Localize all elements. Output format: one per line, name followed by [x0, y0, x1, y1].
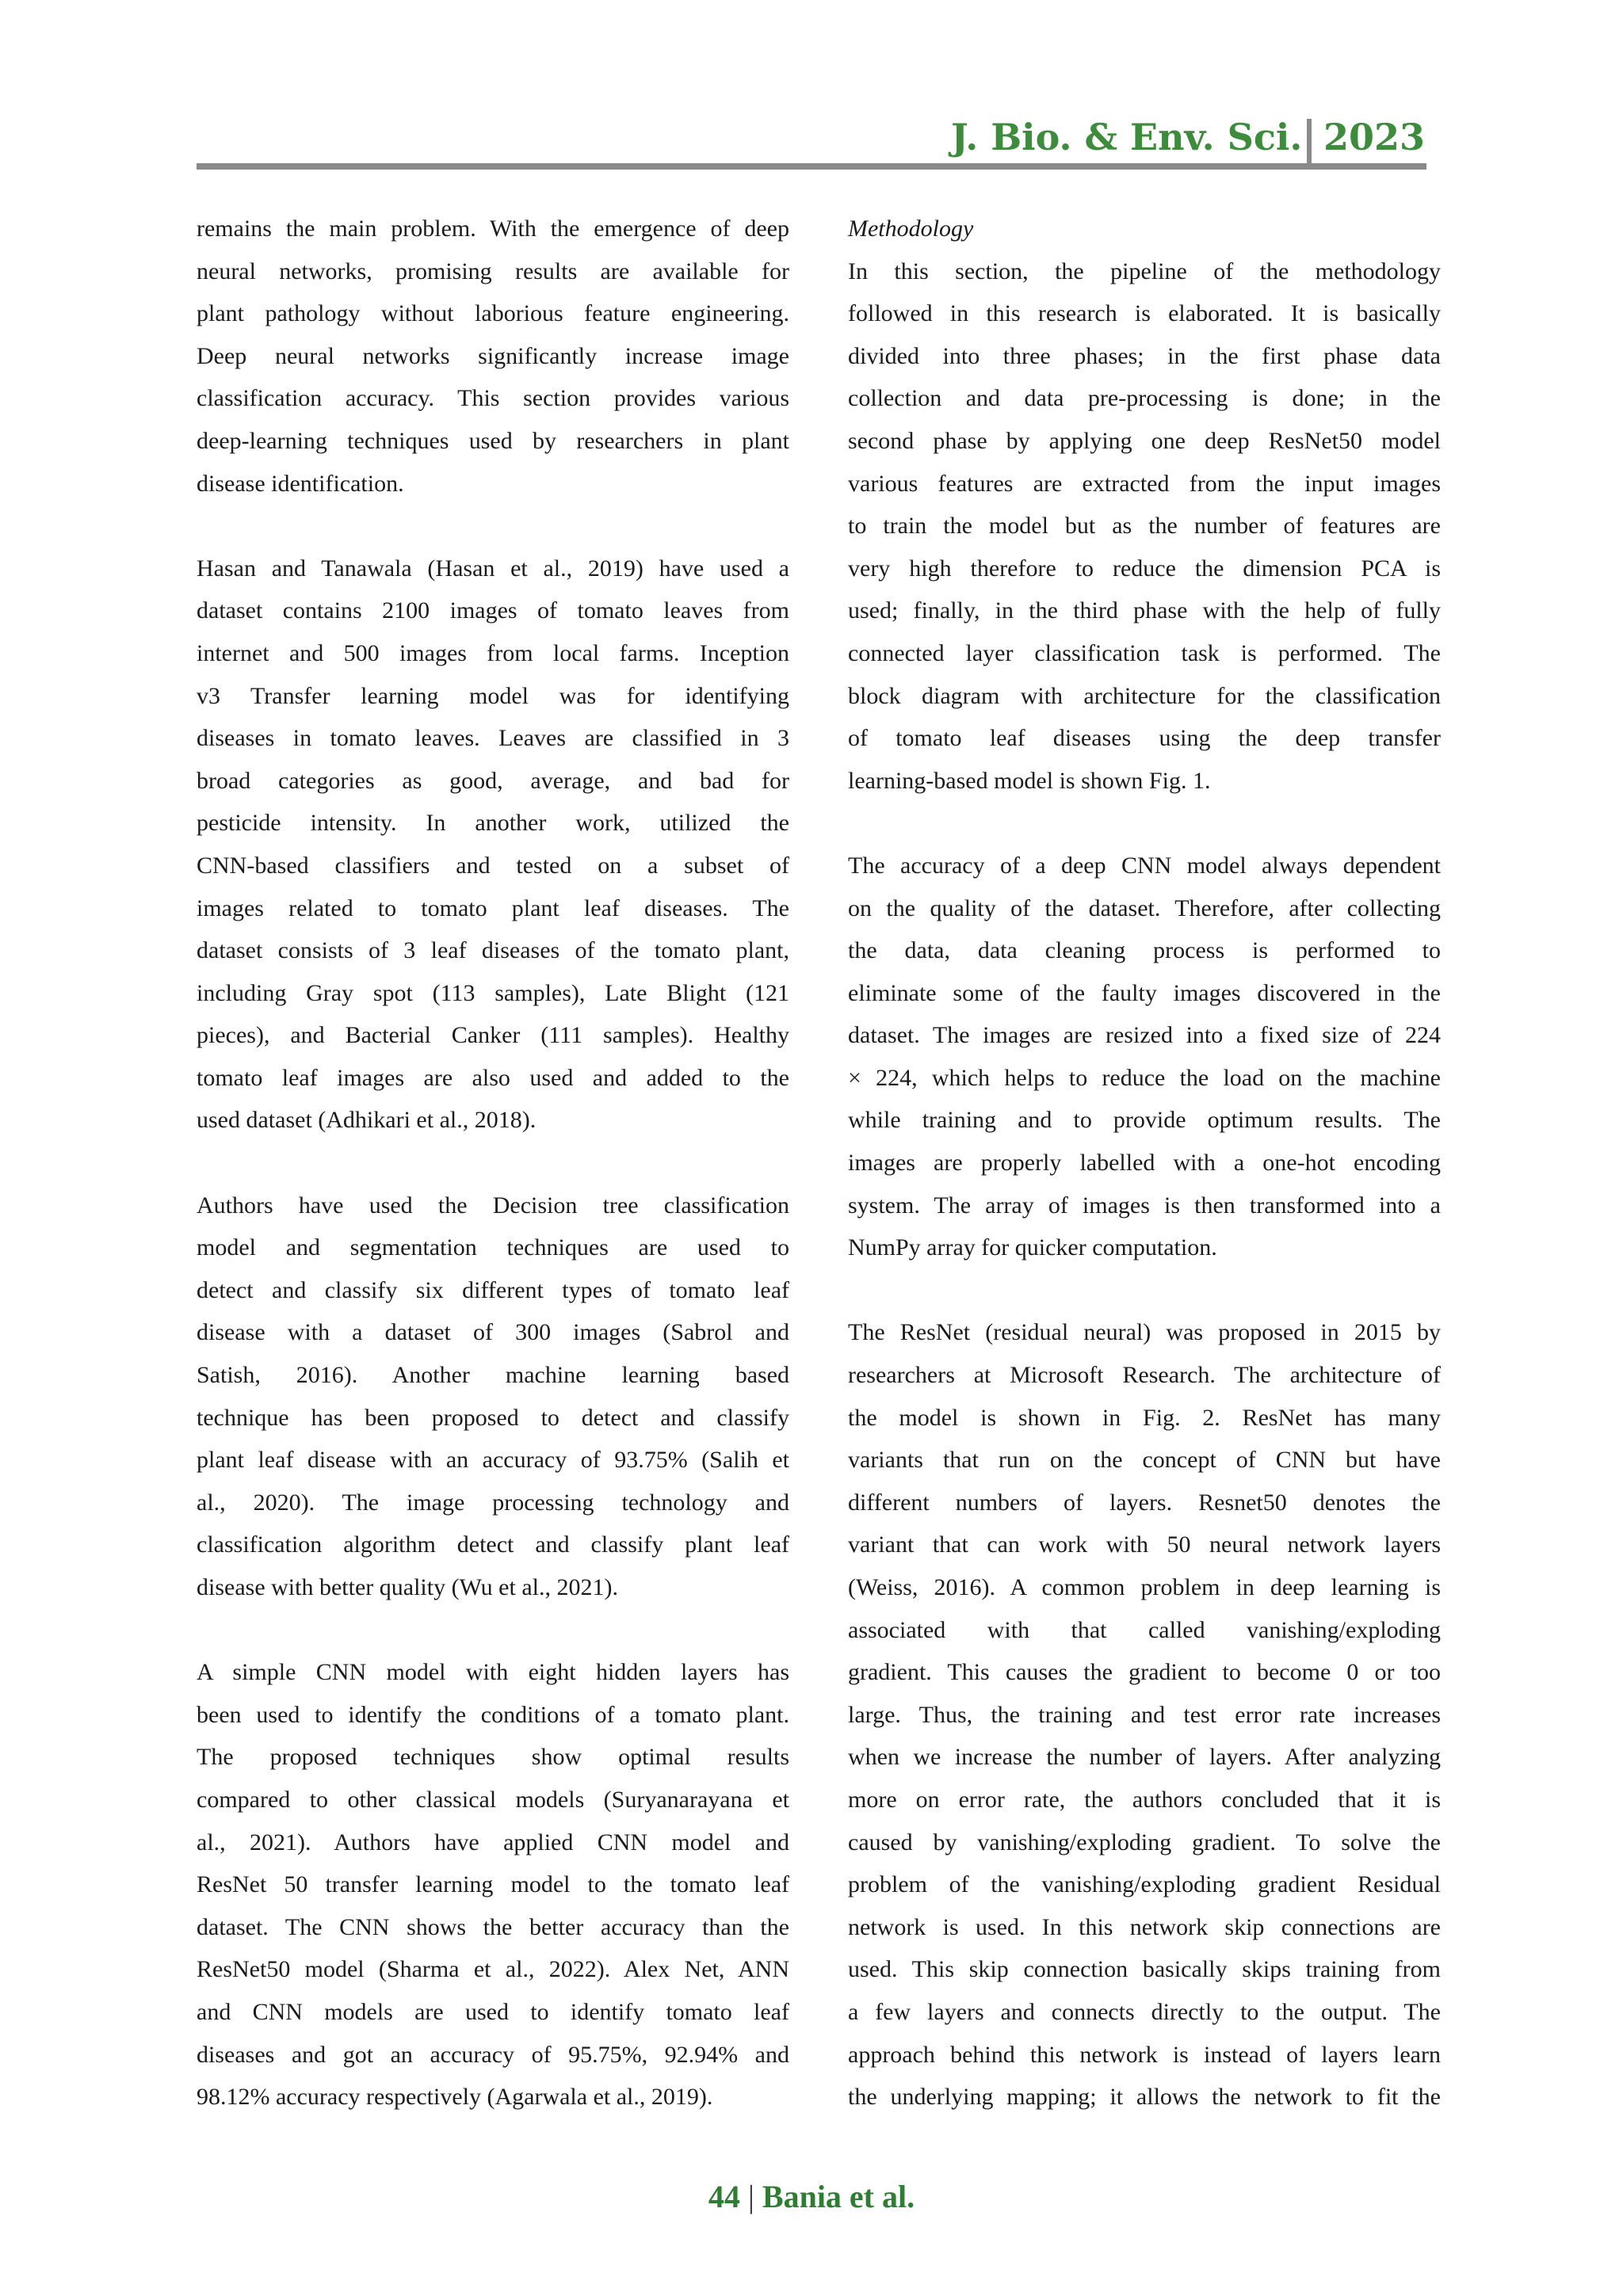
text-line: remains the main problem. With the emergence of deep	[197, 215, 789, 242]
text-line: eliminate some of the faulty images discovered in the	[848, 979, 1441, 1006]
paragraph	[197, 1651, 789, 2119]
text-line: followed in this research is elaborated. It is basically	[848, 300, 1441, 327]
text-line: (Weiss, 2016). A common problem in deep learning is	[848, 1574, 1441, 1600]
text-line: block diagram with architecture for the classification	[848, 682, 1441, 709]
text-line: more on error rate, the authors concluded that it is	[848, 1786, 1441, 1813]
text-line: ResNet50 model (Sharma et al., 2022). Alex Net, ANN	[197, 1956, 789, 1983]
text-line: used; finally, in the third phase with the help of fully	[848, 597, 1441, 624]
text-line: Satish, 2016). Another machine learning based	[197, 1362, 789, 1389]
text-line: system. The array of images is then transformed into a	[848, 1192, 1441, 1219]
text-line: images are properly labelled with a one-hot encoding	[848, 1150, 1441, 1177]
text-line: classification accuracy. This section provides various	[197, 385, 789, 412]
text-line: variants that run on the concept of CNN but have	[848, 1447, 1441, 1474]
text-line: divided into three phases; in the first phase data	[848, 342, 1441, 369]
text-line: variant that can work with 50 neural network layers	[848, 1531, 1441, 1558]
section-heading: Methodology	[848, 215, 974, 242]
text-line: NumPy array for quicker computation.	[848, 1234, 1217, 1261]
text-line: × 224, which helps to reduce the load on the machine	[848, 1064, 1441, 1091]
text-line: researchers at Microsoft Research. The architecture of	[848, 1362, 1441, 1389]
text-line: and CNN models are used to identify tomato leaf	[197, 1998, 789, 2025]
text-line: caused by vanishing/exploding gradient. To solve the	[848, 1829, 1441, 1855]
text-line: al., 2021). Authors have applied CNN model and	[197, 1829, 789, 1855]
text-line: used dataset (Adhikari et al., 2018).	[197, 1107, 537, 1134]
text-line: dataset contains 2100 images of tomato leaves from	[197, 597, 789, 624]
text-line: dataset. The images are resized into a fixed size of 224	[848, 1022, 1441, 1049]
text-line: classification algorithm detect and classify plant leaf	[197, 1531, 789, 1558]
text-line: diseases and got an accuracy of 95.75%, 92.94% and	[197, 2041, 789, 2068]
text-line: detect and classify six different types of tomato leaf	[197, 1276, 789, 1303]
text-line: v3 Transfer learning model was for identifying	[197, 682, 789, 709]
text-line: compared to other classical models (Suryanarayana et	[197, 1786, 789, 1813]
text-line: tomato leaf images are also used and added to the	[197, 1064, 789, 1091]
text-line: associated with that called vanishing/exploding	[848, 1616, 1441, 1643]
text-line: images related to tomato plant leaf diseases. The	[197, 894, 789, 921]
page-footer	[0, 2175, 1623, 2219]
text-line: approach behind this network is instead of layers learn	[848, 2041, 1441, 2068]
right-column	[848, 208, 1441, 2119]
text-line: The ResNet (residual neural) was proposed in 2015 by	[848, 1319, 1441, 1346]
text-line: The accuracy of a deep CNN model always dependent	[848, 852, 1441, 879]
footer-authors: Bania et al.	[762, 2179, 915, 2214]
footer-separator: |	[747, 2179, 754, 2214]
text-line: collection and data pre-processing is done; in the	[848, 385, 1441, 412]
text-line: In this section, the pipeline of the methodology	[848, 257, 1441, 284]
text-line: dataset consists of 3 leaf diseases of the tomato plant,	[197, 937, 789, 964]
paragraph	[197, 547, 789, 1142]
text-line: a few layers and connects directly to the output. The	[848, 1998, 1441, 2025]
text-line: second phase by applying one deep ResNet50 model	[848, 427, 1441, 454]
text-line: used. This skip connection basically skips training from	[848, 1956, 1441, 1983]
text-line: different numbers of layers. Resnet50 denotes the	[848, 1489, 1441, 1516]
text-line: ResNet 50 transfer learning model to the tomato leaf	[197, 1871, 789, 1898]
text-line: large. Thus, the training and test error rate increases	[848, 1701, 1441, 1728]
text-line: been used to identify the conditions of a tomato plant.	[197, 1701, 789, 1728]
text-line: very high therefore to reduce the dimension PCA is	[848, 555, 1441, 582]
text-line: Authors have used the Decision tree classification	[197, 1192, 789, 1219]
text-line: Deep neural networks significantly increase image	[197, 342, 789, 369]
text-line: disease with a dataset of 300 images (Sabrol and	[197, 1319, 789, 1346]
paragraph	[848, 250, 1441, 803]
header-divider	[1307, 119, 1312, 168]
text-line: A simple CNN model with eight hidden layers has	[197, 1659, 789, 1686]
paragraph	[197, 208, 789, 505]
text-line: problem of the vanishing/exploding gradient Residual	[848, 1871, 1441, 1898]
text-line: to train the model but as the number of features are	[848, 513, 1441, 540]
text-line: diseases in tomato leaves. Leaves are classified in 3	[197, 725, 789, 752]
text-line: while training and to provide optimum results. The	[848, 1107, 1441, 1134]
journal-year: 2023	[1323, 116, 1426, 158]
text-line: when we increase the number of layers. After analyzing	[848, 1744, 1441, 1771]
text-line: technique has been proposed to detect and classify	[197, 1404, 789, 1431]
text-line: disease identification.	[197, 470, 404, 497]
text-line: deep-learning techniques used by researchers in plant	[197, 427, 789, 454]
text-line: dataset. The CNN shows the better accuracy than the	[197, 1913, 789, 1940]
journal-name: J. Bio. & Env. Sci.	[951, 116, 1303, 158]
text-line: including Gray spot (113 samples), Late Blight (121	[197, 979, 789, 1006]
left-column	[197, 208, 789, 2119]
text-line: pesticide intensity. In another work, utilized the	[197, 810, 789, 837]
text-line: model and segmentation techniques are used to	[197, 1234, 789, 1261]
paragraph	[848, 1311, 1441, 2118]
text-line: of tomato leaf diseases using the deep transfer	[848, 725, 1441, 752]
text-line: broad categories as good, average, and bad for	[197, 767, 789, 794]
text-line: The proposed techniques show optimal results	[197, 1744, 789, 1771]
text-line: al., 2020). The image processing technology and	[197, 1489, 789, 1516]
text-line: on the quality of the dataset. Therefore, after collecting	[848, 894, 1441, 921]
text-line: various features are extracted from the input images	[848, 470, 1441, 497]
text-line: gradient. This causes the gradient to become 0 or too	[848, 1659, 1441, 1686]
paragraph	[197, 1184, 789, 1609]
page-number: 44	[708, 2179, 740, 2214]
header-rule	[197, 163, 1426, 170]
text-line: plant pathology without laborious feature engineering.	[197, 300, 789, 327]
text-line: the data, data cleaning process is performed to	[848, 937, 1441, 964]
text-line: CNN-based classifiers and tested on a subset of	[197, 852, 789, 879]
text-line: plant leaf disease with an accuracy of 93.75% (Salih et	[197, 1447, 789, 1474]
text-line: pieces), and Bacterial Canker (111 samples). Healthy	[197, 1022, 789, 1049]
text-line: the model is shown in Fig. 2. ResNet has many	[848, 1404, 1441, 1431]
text-line: 98.12% accuracy respectively (Agarwala et al., 2019).	[197, 2084, 713, 2111]
text-line: the underlying mapping; it allows the network to fit the	[848, 2084, 1441, 2111]
text-line: connected layer classification task is performed. The	[848, 639, 1441, 666]
text-line: internet and 500 images from local farms. Inception	[197, 639, 789, 666]
text-line: neural networks, promising results are available for	[197, 257, 789, 284]
text-line: learning-based model is shown Fig. 1.	[848, 767, 1211, 794]
text-line: disease with better quality (Wu et al., 2021).	[197, 1574, 618, 1600]
text-line: Hasan and Tanawala (Hasan et al., 2019) have used a	[197, 555, 789, 582]
text-line: network is used. In this network skip connections are	[848, 1913, 1441, 1940]
paragraph	[848, 845, 1441, 1269]
